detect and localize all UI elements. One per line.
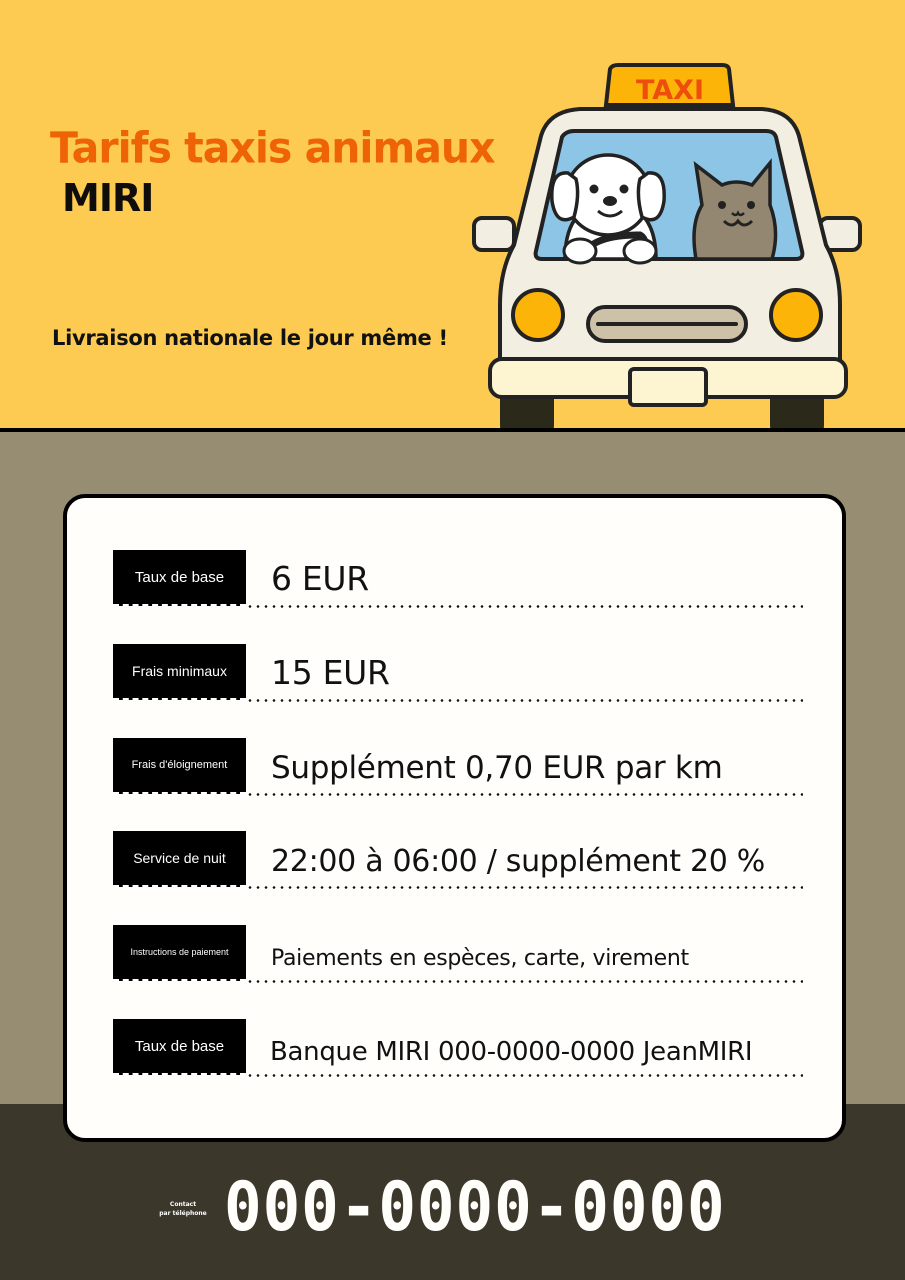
rate-label: Taux de base [113, 550, 246, 606]
rate-value: Paiements en espèces, carte, virement [271, 946, 689, 971]
tagline: Livraison nationale le jour même ! [52, 326, 448, 350]
contact-label [156, 1200, 210, 1218]
phone-number[interactable]: 000-0000-0000 [224, 1168, 726, 1247]
rate-row-minimum [113, 644, 803, 700]
rate-label: Frais d'éloignement [113, 738, 246, 794]
dotted-leader [246, 793, 803, 796]
rates-card [63, 494, 846, 1142]
rate-row-night [113, 831, 803, 887]
dotted-leader [246, 605, 803, 608]
rate-value: Banque MIRI 000-0000-0000 JeanMIRI [270, 1037, 753, 1067]
rate-row-distance [113, 738, 803, 794]
contact-label-line2: par téléphone [159, 1210, 207, 1217]
brand-name: MIRI [62, 176, 154, 220]
rate-row-base [113, 550, 803, 606]
rate-label: Frais minimaux [113, 644, 246, 700]
dotted-leader [246, 886, 803, 889]
svg-text:TAXI: TAXI [635, 75, 705, 106]
rate-row-payment [113, 925, 803, 981]
dotted-leader [246, 1074, 803, 1077]
rate-label: Instructions de paiement [113, 925, 246, 981]
rate-value: 6 EUR [271, 559, 369, 598]
rate-label: Taux de base [113, 1019, 246, 1075]
rate-value: 22:00 à 06:00 / supplément 20 % [271, 844, 765, 879]
contact-label-line1: Contact [169, 1201, 197, 1208]
page-title: Tarifs taxis animaux [50, 122, 495, 174]
rate-value: Supplément 0,70 EUR par km [271, 750, 723, 786]
rate-row-bank [113, 1019, 803, 1075]
dotted-leader [246, 699, 803, 702]
hero-banner [0, 0, 905, 432]
dotted-leader [246, 980, 803, 983]
rate-label: Service de nuit [113, 831, 246, 887]
taxi-with-dog-and-cat-icon [470, 55, 870, 432]
rate-value: 15 EUR [271, 653, 390, 692]
